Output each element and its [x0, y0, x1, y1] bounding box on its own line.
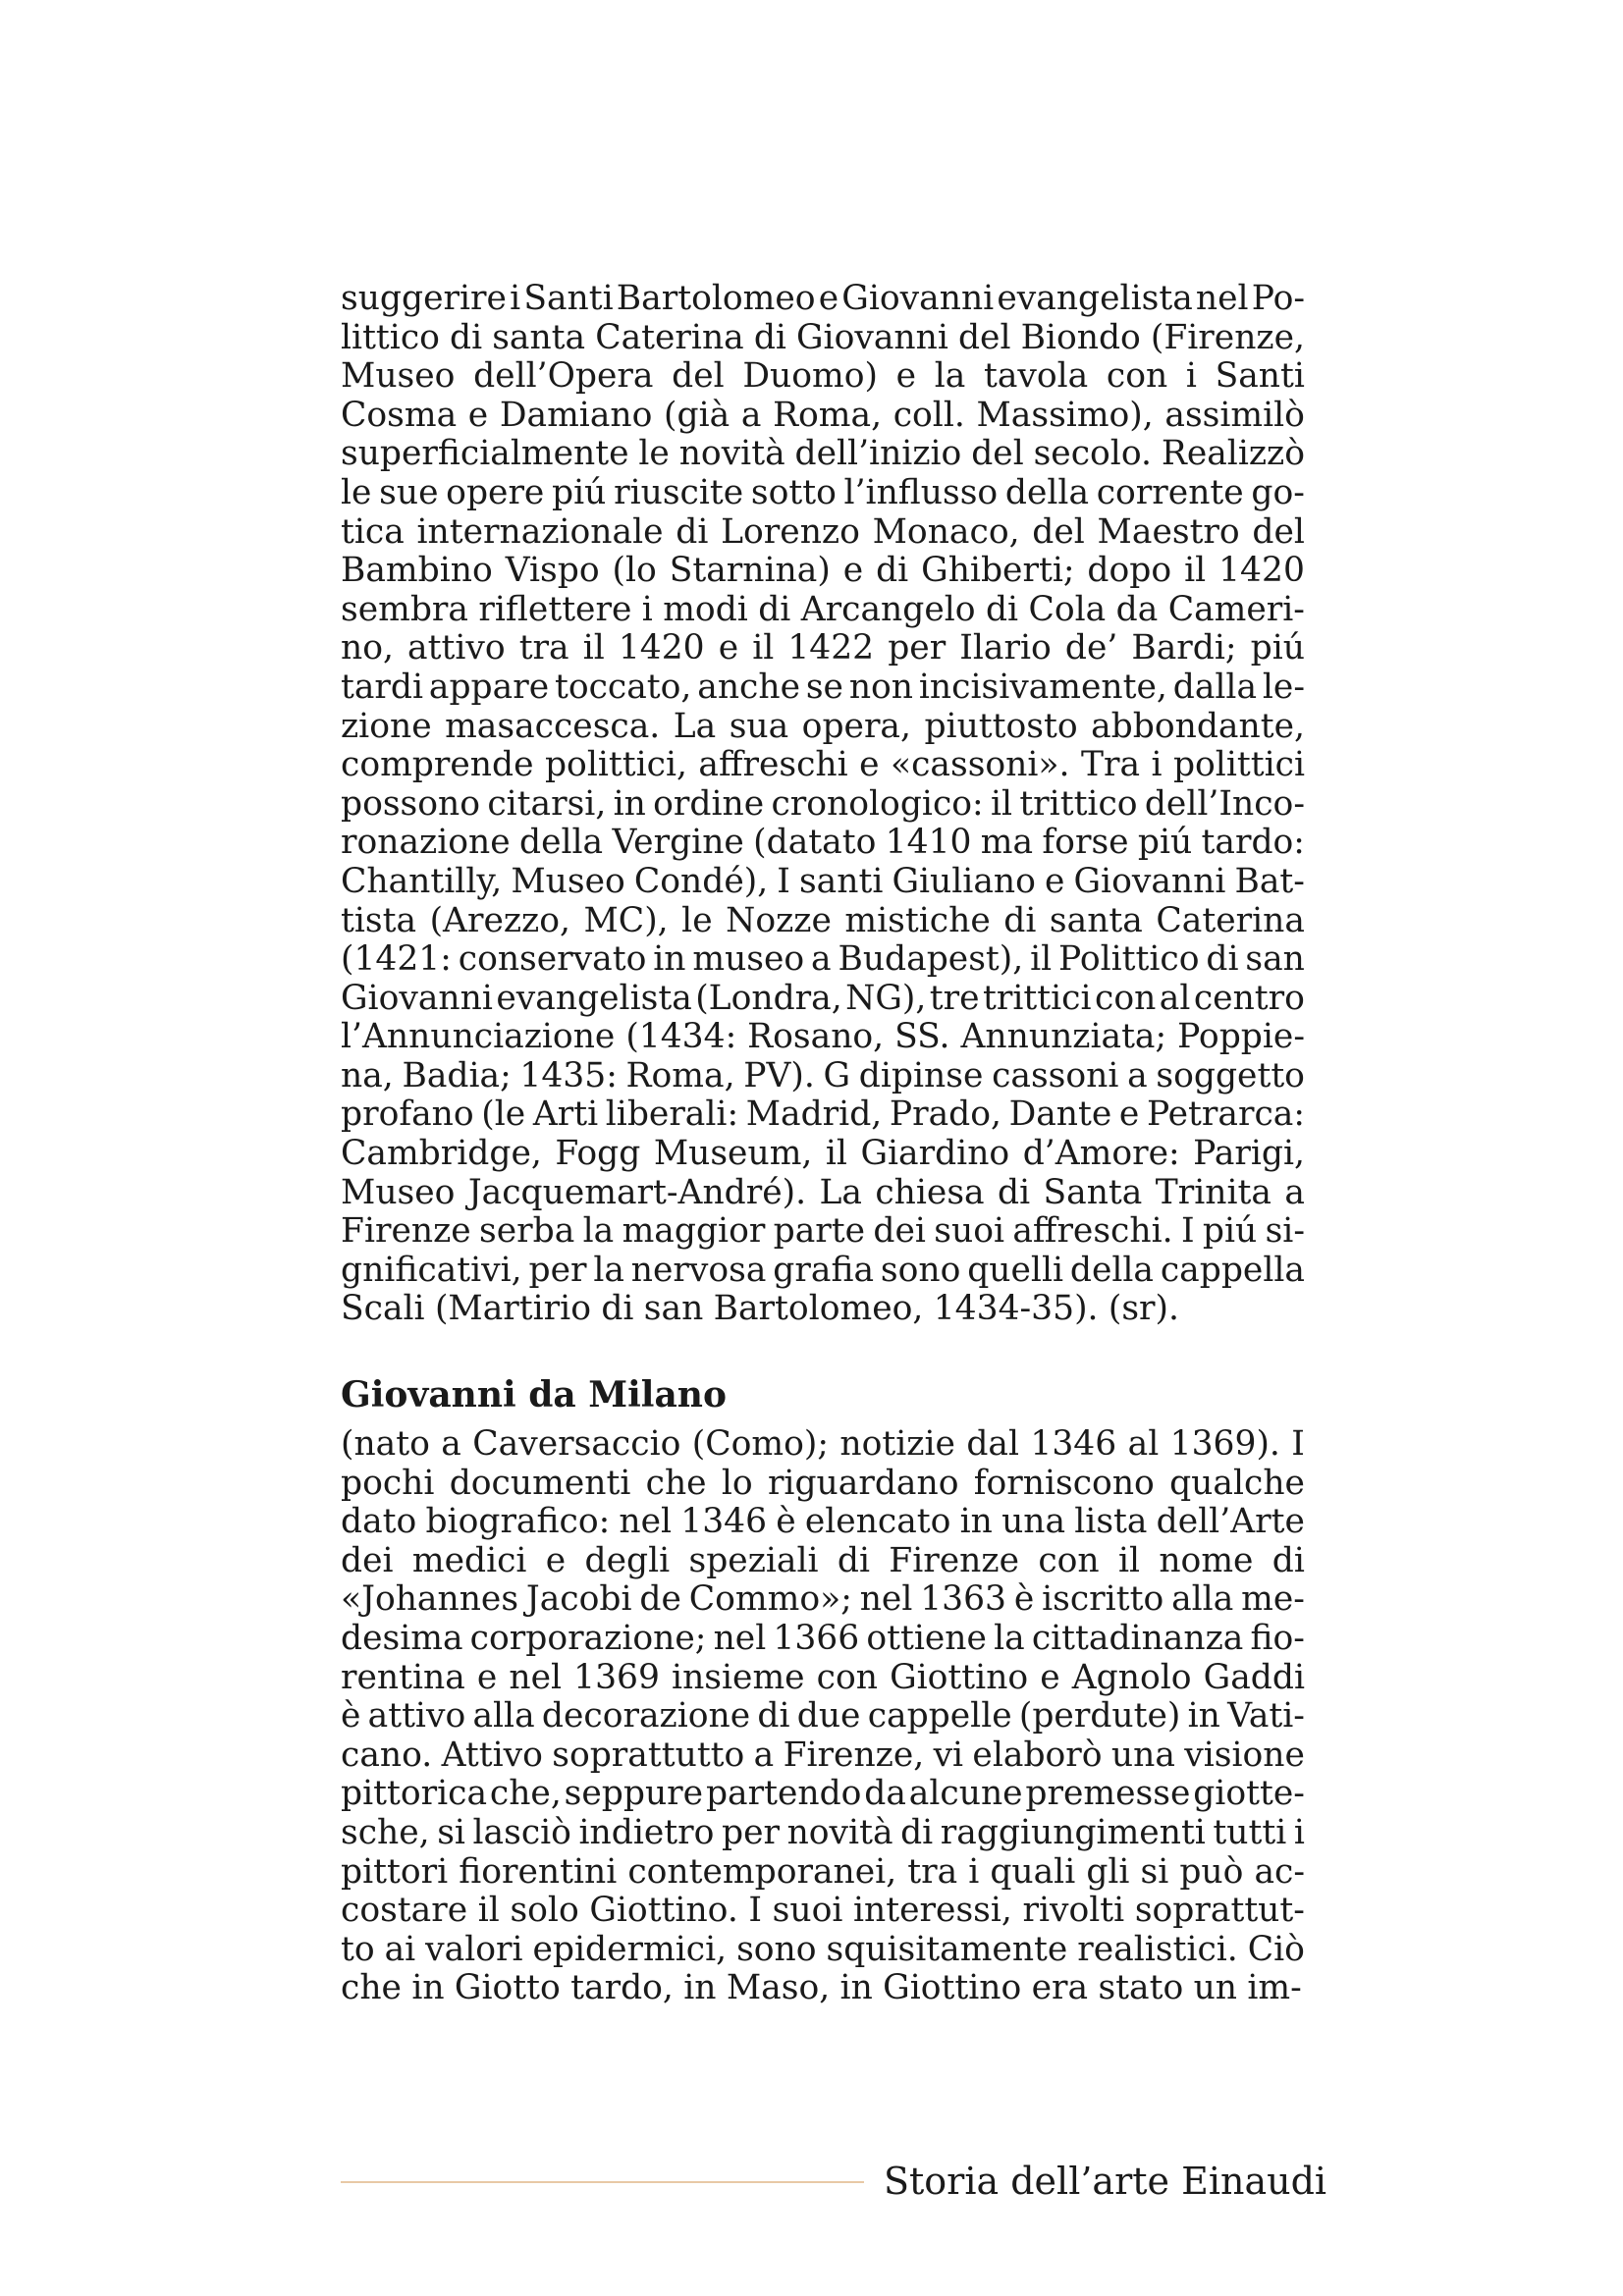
text-line: na, Badia; 1435: Roma, PV). G dipinse cassoni a soggetto	[341, 1055, 1305, 1095]
text-line: Museo Jacquemart-André). La chiesa di Santa Trinita a	[341, 1172, 1305, 1212]
footer-rule	[341, 2181, 864, 2183]
text-line: Firenze serba la maggior parte dei suoi affreschi. I piú si-	[341, 1211, 1305, 1252]
text-line: l’Annunciazione (1434: Rosano, SS. Annunziata; Poppie-	[341, 1017, 1305, 1057]
text-line: gnificativi, per la nervosa grafia sono quelli della cappella	[341, 1250, 1305, 1290]
text-line: (nato a Caversaccio (Como); notizie dal 1346 al 1369). I	[341, 1424, 1305, 1464]
text-line: ronazione della Vergine (datato 1410 ma forse piú tardo:	[341, 823, 1305, 863]
text-line: Giovanni evangelista (Londra, NG), tre trittici con al centro	[341, 978, 1305, 1018]
text-line: pochi documenti che lo riguardano forniscono qualche	[341, 1463, 1305, 1503]
text-line: comprende polittici, affreschi e «cassoni». Tra i polittici	[341, 745, 1305, 785]
text-line: sche, si lasciò indietro per novità di raggiungimenti tutti i	[341, 1812, 1305, 1852]
text-line: pittorica che, seppure partendo da alcune premesse giotte-	[341, 1774, 1305, 1814]
first-paragraph	[341, 280, 1305, 1329]
text-line: Scali (Martirio di san Bartolomeo, 1434-35). (sr).	[341, 1289, 1179, 1329]
text-line: desima corporazione; nel 1366 ottiene la cittadinanza fio-	[341, 1618, 1305, 1658]
text-line: zione masaccesca. La sua opera, piuttosto abbondante,	[341, 706, 1305, 746]
footer-publication: Storia dell’arte Einaudi	[884, 2160, 1327, 2203]
text-line: Bambino Vispo (lo Starnina) e di Ghiberti; dopo il 1420	[341, 551, 1305, 591]
text-line: rentina e nel 1369 insieme con Giottino e Agnolo Gaddi	[341, 1657, 1305, 1697]
text-line: costare il solo Giottino. I suoi interessi, rivolti soprattut-	[341, 1891, 1305, 1931]
text-line: «Johannes Jacobi de Commo»; nel 1363 è iscritto alla me-	[341, 1579, 1305, 1620]
text-line: Museo dell’Opera del Duomo) e la tavola con i Santi	[341, 356, 1305, 397]
text-line: tardi appare toccato, anche se non incisivamente, dalla le-	[341, 667, 1305, 707]
text-line: è attivo alla decorazione di due cappelle (perdute) in Vati-	[341, 1696, 1305, 1736]
text-line: Cosma e Damiano (già a Roma, coll. Massimo), assimilò	[341, 395, 1305, 435]
text-line: littico di santa Caterina di Giovanni del Biondo (Firenze,	[341, 317, 1305, 357]
entry-title: Giovanni da Milano	[341, 1374, 727, 1415]
text-line: suggerire i Santi Bartolomeo e Giovanni evangelista nel Po-	[341, 279, 1305, 318]
text-line: possono citarsi, in ordine cronologico: il trittico dell’Inco-	[341, 783, 1305, 824]
text-line: sembra riflettere i modi di Arcangelo di Cola da Cameri-	[341, 589, 1305, 629]
text-line: che in Giotto tardo, in Maso, in Giottino era stato un im-	[341, 1968, 1302, 2008]
text-line: dato biografico: nel 1346 è elencato in una lista dell’Arte	[341, 1502, 1305, 1542]
text-line: (1421: conservato in museo a Budapest), il Polittico di san	[341, 939, 1305, 980]
text-line: no, attivo tra il 1420 e il 1422 per Ilario de’ Bardi; piú	[341, 628, 1305, 668]
text-line: pittori fiorentini contemporanei, tra i quali gli si può ac-	[341, 1851, 1305, 1892]
text-line: dei medici e degli speziali di Firenze con il nome di	[341, 1540, 1305, 1580]
text-line: Chantilly, Museo Condé), I santi Giuliano e Giovanni Bat-	[341, 861, 1305, 901]
entry-paragraph	[341, 1425, 1305, 2008]
text-line: superficialmente le novità dell’inizio del secolo. Realizzò	[341, 434, 1305, 474]
text-line: profano (le Arti liberali: Madrid, Prado, Dante e Petrarca:	[341, 1095, 1305, 1135]
text-line: tica internazionale di Lorenzo Monaco, del Maestro del	[341, 511, 1305, 552]
text-line: cano. Attivo soprattutto a Firenze, vi elaborò una visione	[341, 1735, 1305, 1775]
text-line: Cambridge, Fogg Museum, il Giardino d’Amore: Parigi,	[341, 1134, 1305, 1174]
text-line: le sue opere piú riuscite sotto l’influsso della corrente go-	[341, 472, 1305, 512]
text-line: tista (Arezzo, MC), le Nozze mistiche di santa Caterina	[341, 900, 1305, 940]
text-line: to ai valori epidermici, sono squisitamente realistici. Ciò	[341, 1929, 1305, 1969]
